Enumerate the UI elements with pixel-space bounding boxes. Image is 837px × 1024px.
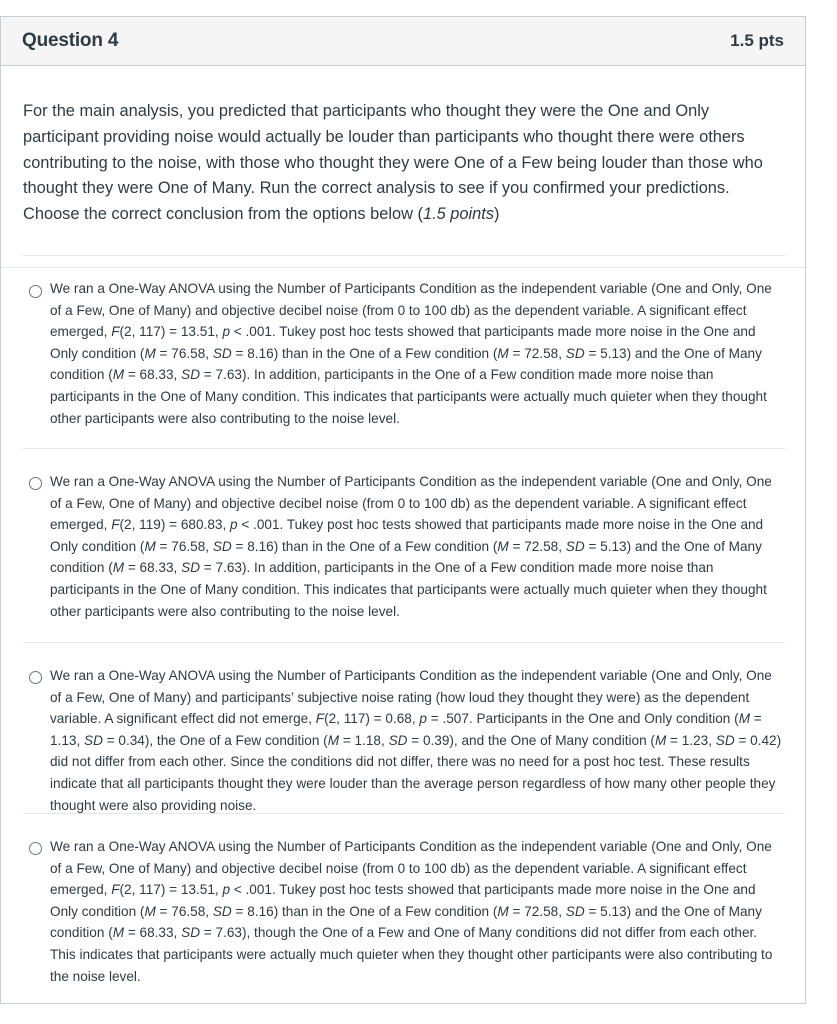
answer-radio-3[interactable] <box>29 671 42 684</box>
answer-text-segment: = 72.58, <box>508 903 566 919</box>
stat-symbol: p <box>222 882 230 898</box>
answer-text-segment: = 1.23, <box>666 732 716 748</box>
stat-symbol: F <box>111 324 120 340</box>
answer-text-segment: We ran a One-Way ANOVA using the Number of Participants Condition as the independent variable (One and Only, One of a Few, One of Many) and objective decibel noise (from 0 to 100 db) as the dependent variable. A significant effect emerged, <box>50 281 772 340</box>
answer-text-segment: = 68.33, <box>124 560 182 576</box>
answer-text-segment: (2, 117) = 0.68, <box>324 711 420 727</box>
answer-radio-4[interactable] <box>29 842 42 855</box>
answer-text-segment: < .001. Tukey post hoc tests showed that participants made more noise in the One and Only condition ( <box>50 324 756 361</box>
answer-text-segment: = 5.13) and the One of Many condition ( <box>50 538 762 576</box>
question-title: Question 4 <box>22 30 119 51</box>
answer-list <box>23 255 785 983</box>
answer-text-segment: = 1.13, <box>50 711 762 748</box>
stat-symbol: SD <box>565 345 585 361</box>
question-prompt-points: 1.5 points <box>422 205 495 224</box>
stat-symbol: SD <box>565 903 585 919</box>
answer-text-segment: = 7.63). In addition, participants in the One of a Few condition made more noise than participants in the One of Many condition. This indicates that participants were actually much quieter when they thought other participants were also contributing to the noise level. <box>50 560 767 619</box>
stat-symbol: F <box>111 882 120 898</box>
stat-symbol: M <box>497 345 509 361</box>
stat-symbol: p <box>419 711 427 727</box>
stat-symbol: p <box>222 324 230 340</box>
answer-option-4[interactable] <box>23 813 785 983</box>
answer-text-segment: = 76.58, <box>155 903 213 919</box>
answer-text-segment: (2, 117) = 13.51, <box>119 324 223 340</box>
question-prompt <box>1 66 805 268</box>
answer-text-segment: = 0.42) did not differ from each other. Since the conditions did not differ, there was no need for a post hoc test. These results indicate that all participants thought they were louder than the average person regardless of how many other people they thought were also providing noise. <box>50 732 782 813</box>
stat-symbol: SD <box>715 732 735 748</box>
question-card <box>0 16 806 1004</box>
answer-text-segment: We ran a One-Way ANOVA using the Number of Participants Condition as the independent variable (One and Only, One of a Few, One of Many) and participants’ subjective noise rating (how loud they thought they were) as the dependent variable. A significant effect did not emerge, <box>50 668 772 727</box>
stat-symbol: M <box>738 711 751 727</box>
question-prompt-end: ) <box>494 205 500 224</box>
question-header <box>1 17 805 66</box>
stat-symbol: M <box>497 538 509 554</box>
answer-text-3 <box>50 665 785 816</box>
answer-text-segment: < .001. Tukey post hoc tests showed that participants made more noise in the One and Only condition ( <box>50 882 756 919</box>
answer-text-segment: = 72.58, <box>508 538 566 554</box>
answer-radio-1[interactable] <box>29 285 42 298</box>
question-points: 1.5 pts <box>730 31 784 50</box>
answer-text-segment: = 1.18, <box>339 732 389 748</box>
stat-symbol: F <box>315 711 325 727</box>
answer-text-segment: = 68.33, <box>124 925 182 941</box>
stat-symbol: M <box>327 732 340 748</box>
answer-option-1[interactable] <box>23 255 785 448</box>
answer-option-2[interactable] <box>23 448 785 642</box>
answer-text-4 <box>50 836 785 987</box>
stat-symbol: SD <box>181 560 201 576</box>
stat-symbol: F <box>111 517 120 533</box>
stat-symbol: SD <box>212 903 232 919</box>
answer-text-1 <box>50 278 785 429</box>
stat-symbol: M <box>112 367 125 383</box>
answer-text-2 <box>50 471 785 622</box>
answer-text-segment: = 7.63). In addition, participants in the One of a Few condition made more noise than participants in the One of Many condition. This indicates that participants were actually much quieter when they thought other participants were also contributing to the noise level. <box>50 367 767 426</box>
answer-text-segment: = 5.13) and the One of Many condition ( <box>50 345 762 383</box>
stat-symbol: M <box>144 345 156 361</box>
stat-symbol: SD <box>181 367 201 383</box>
answer-text-segment: = .507. Participants in the One and Only condition ( <box>426 711 739 727</box>
answer-text-segment: = 76.58, <box>155 538 213 554</box>
answer-text-segment: We ran a One-Way ANOVA using the Number of Participants Condition as the independent variable (One and Only, One of a Few, One of Many) and objective decibel noise (from 0 to 100 db) as the dependent variable. A significant effect emerged, <box>50 839 772 898</box>
answer-text-segment: = 7.63), though the One of a Few and One of Many conditions did not differ from each other. This indicates that participants were actually much quieter when they thought other participants were also contributing to the noise level. <box>50 925 773 984</box>
answer-radio-2[interactable] <box>29 477 42 490</box>
stat-symbol: M <box>144 903 156 919</box>
answer-text-segment: = 5.13) and the One of Many condition ( <box>50 903 762 941</box>
answer-text-segment: (2, 119) = 680.83, <box>119 517 230 533</box>
answer-text-segment: = 76.58, <box>155 345 213 361</box>
stat-symbol: M <box>144 538 156 554</box>
answer-text-segment: = 0.39), and the One of Many condition ( <box>407 732 655 748</box>
answer-text-segment: < .001. Tukey post hoc tests showed that participants made more noise in the One and Only condition ( <box>50 517 764 554</box>
stat-symbol: SD <box>181 925 201 941</box>
stat-symbol: p <box>230 517 238 533</box>
stat-symbol: SD <box>388 732 408 748</box>
answer-text-segment: = 68.33, <box>124 367 182 383</box>
stat-symbol: M <box>654 732 667 748</box>
answer-text-segment: = 8.16) than in the One of a Few condition ( <box>231 345 498 361</box>
answer-text-segment: = 8.16) than in the One of a Few condition ( <box>231 538 498 554</box>
stat-symbol: M <box>497 903 509 919</box>
answer-text-segment: We ran a One-Way ANOVA using the Number of Participants Condition as the independent variable (One and Only, One of a Few, One of Many) and objective decibel noise (from 0 to 100 db) as the dependent variable. A significant effect emerged, <box>50 474 772 533</box>
answer-text-segment: (2, 117) = 13.51, <box>119 882 223 898</box>
answer-text-segment: = 72.58, <box>508 345 566 361</box>
stat-symbol: SD <box>84 732 103 748</box>
stat-symbol: SD <box>212 538 232 554</box>
answer-text-segment: = 0.34), the One of a Few condition ( <box>102 732 328 748</box>
stat-symbol: SD <box>565 538 585 554</box>
stat-symbol: M <box>112 560 125 576</box>
answer-option-3[interactable] <box>23 642 785 813</box>
stat-symbol: SD <box>212 345 232 361</box>
answer-text-segment: = 8.16) than in the One of a Few condition ( <box>231 903 498 919</box>
question-prompt-text: For the main analysis, you predicted that participants who thought they were the One and Only participant providing noise would actually be louder than participants who thought there were others contributing to the noise, with those who thought they were One of a Few being louder than those who thought they were One of Many. Run the correct analysis to see if you confirmed your predictions. Choose the correct conclusion from the options below ( <box>23 102 763 224</box>
stat-symbol: M <box>112 925 125 941</box>
